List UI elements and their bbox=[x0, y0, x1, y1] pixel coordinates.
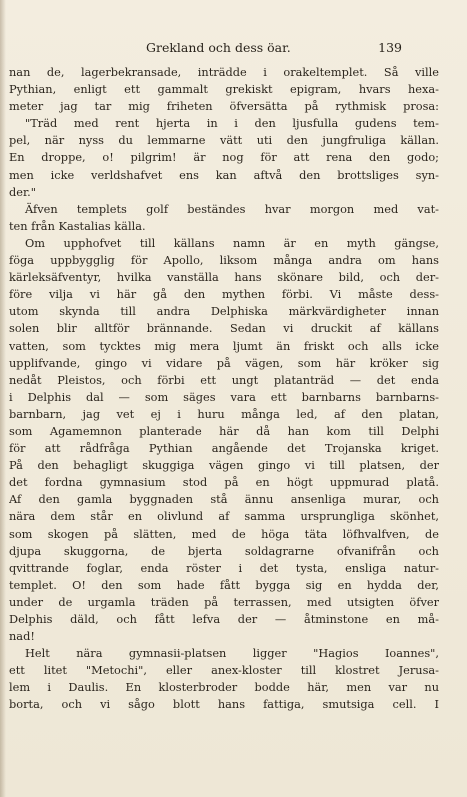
text-line: meter jag tar mig friheten öfversätta på rythmisk prosa: bbox=[9, 99, 439, 114]
text-line: utom skynda till andra Delphiska märkvärdigheter innan bbox=[9, 304, 439, 319]
text-line: som Agamemnon planterade här då han kom till Delphi bbox=[9, 423, 439, 438]
text-line: Helt nära gymnasii-platsen ligger "Hagios Ioannes", bbox=[25, 646, 439, 661]
text-line: under de urgamla träden på terrassen, med utsigten öfver bbox=[9, 594, 439, 609]
text-line: qvittrande foglar, enda röster i det tysta, ensliga natur- bbox=[9, 560, 439, 575]
text-line: som skogen på slätten, med de höga täta löfhvalfven, de bbox=[9, 526, 439, 541]
page-number: 139 bbox=[378, 40, 402, 55]
running-title: Grekland och dess öar. bbox=[146, 40, 291, 55]
text-line: En droppe, o! pilgrim! är nog för att rena den godo; bbox=[9, 150, 439, 165]
text-line: "Träd med rent hjerta in i den ljusfulla gudens tem- bbox=[25, 116, 439, 131]
text-line: upplifvande, gingo vi vidare på vägen, som här kröker sig bbox=[9, 355, 439, 370]
text-line: der." bbox=[9, 184, 36, 199]
text-line: det fordna gymnasium stod på en högt uppmurad platå. bbox=[9, 475, 439, 490]
page-gutter-shadow bbox=[0, 0, 6, 797]
text-line: före vilja vi här gå den mythen förbi. Vi måste dess- bbox=[9, 287, 439, 302]
text-line: lem i Daulis. En klosterbroder bodde här, men var nu bbox=[9, 680, 439, 695]
text-line: djupa skuggorna, de bjerta soldagrarne ofvanifrån och bbox=[9, 543, 439, 558]
text-line: Om upphofvet till källans namn är en myth gängse, bbox=[25, 235, 439, 250]
text-line: nära dem står en olivlund af samma ursprungliga skönhet, bbox=[9, 509, 439, 524]
text-line: nad! bbox=[9, 629, 35, 644]
text-line: föga uppbygglig för Apollo, liksom många andra om hans bbox=[9, 253, 439, 268]
text-line: solen blir alltför brännande. Sedan vi druckit af källans bbox=[9, 321, 439, 336]
text-line: barnbarn, jag vet ej i huru många led, af den platan, bbox=[9, 406, 439, 421]
text-line: i Delphis dal — som säges vara ett barnbarns barnbarns- bbox=[9, 389, 439, 404]
text-line: På den behagligt skuggiga vägen gingo vi till platsen, der bbox=[9, 458, 439, 473]
text-line: vatten, som tycktes mig mera ljumt än friskt och alls icke bbox=[9, 338, 439, 353]
text-line: borta, och vi sågo blott hans fattiga, smutsiga cell. I bbox=[9, 697, 439, 712]
text-line: men icke verldshafvet ens kan aftvå den brottsliges syn- bbox=[9, 167, 439, 182]
text-line: Af den gamla byggnaden stå ännu ansenliga murar, och bbox=[9, 492, 439, 507]
text-line: Pythian, enligt ett gammalt grekiskt epigram, hvars hexa- bbox=[9, 82, 439, 97]
text-line: nedåt Pleistos, och förbi ett ungt platanträd — det enda bbox=[9, 372, 439, 387]
text-line: templet. O! den som hade fått bygga sig en hydda der, bbox=[9, 577, 439, 592]
text-line: Delphis däld, och fått lefva der — åtminstone en må- bbox=[9, 612, 439, 626]
text-line: kärleksäfventyr, hvilka vanställa hans skönare bild, och der- bbox=[9, 270, 439, 285]
text-line: ett litet "Metochi", eller anex-kloster till klostret Jerusa- bbox=[9, 663, 439, 678]
page-header bbox=[0, 40, 467, 60]
text-line: nan de, lagerbekransade, inträdde i orakeltemplet. Så ville bbox=[9, 65, 439, 79]
text-line: Äfven templets golf beständes hvar morgon med vat- bbox=[25, 201, 439, 216]
text-line: ten från Kastalias källa. bbox=[9, 218, 146, 233]
text-line: för att rådfråga Pythian angående det Trojanska kriget. bbox=[9, 441, 439, 456]
text-line: pel, när nyss du lemmarne vätt uti den jungfruliga källan. bbox=[9, 133, 439, 148]
body-text bbox=[9, 64, 439, 714]
